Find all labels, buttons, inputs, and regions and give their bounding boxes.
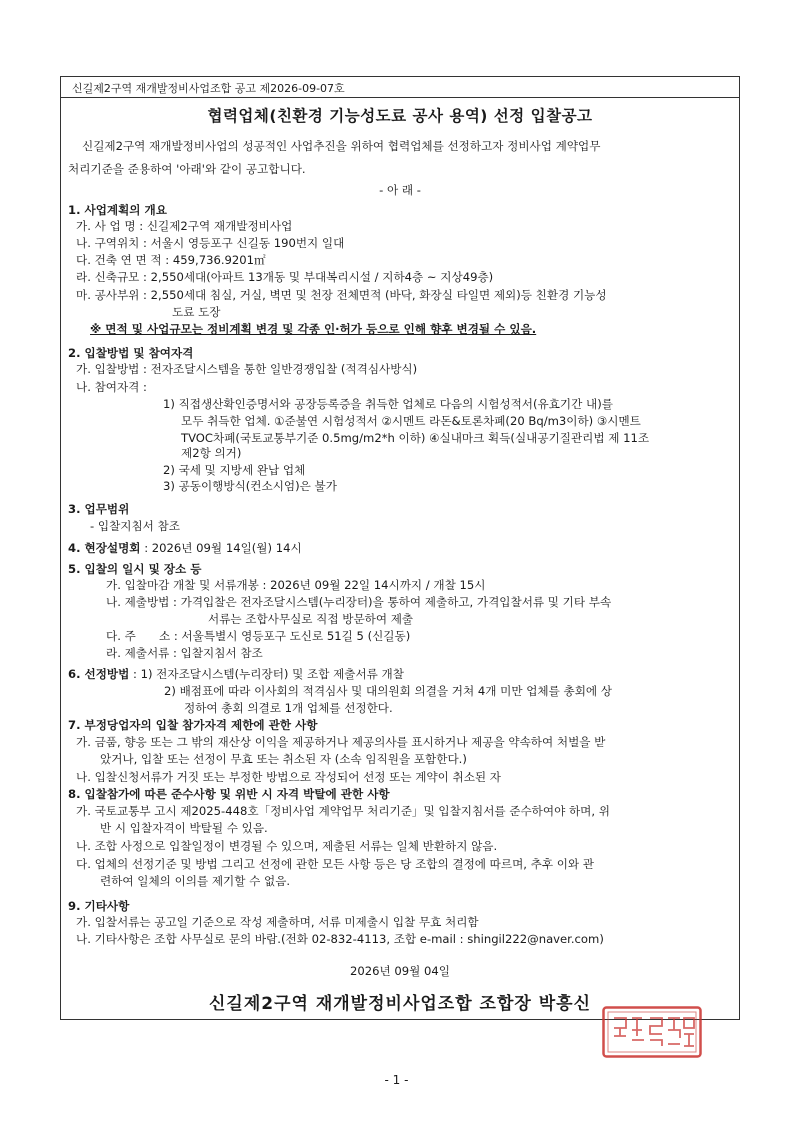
s2-qual-1: 1) 직접생산확인증명서와 공장등록증을 취득한 업체로 다음의 시험성적서(유효기간 내)를 [163,397,613,411]
s8-item-da: 다. 업체의 선정기준 및 방법 그리고 선정에 관한 모든 사항 등은 당 조합의 결정에 따르며, 추후 이와 관 [76,857,595,871]
section-5-heading: 5. 입찰의 일시 및 장소 등 [68,562,202,576]
s2-qual-1-cont-1: 모두 취득한 업체. ①준불연 시험성적서 ②시멘트 라돈&토론차폐(20 Bq/m3이하) ③시멘트 [181,414,641,428]
s8-item-na: 나. 조합 사정으로 입찰일정이 변경될 수 있으며, 제출된 서류는 일체 반환하지 않음. [76,839,498,853]
s2-qual-1-cont-2: TVOC차폐(국토교통부기준 0.5mg/m2*h 이하) ④실내마크 획득(실내공기질관리법 제 11조 [181,431,650,445]
s1-item-ra: 라. 신축규모 : 2,550세대(아파트 13개동 및 부대복리시설 / 지하4층 ~ 지상49층) [76,270,494,284]
s7-item-ga: 가. 금품, 향응 또는 그 밖의 재산상 이익을 제공하거나 제공의사를 표시하거나 제공을 약속하여 처벌을 받 [76,735,606,749]
s7-item-na: 나. 입찰신청서류가 거짓 또는 부정한 방법으로 작성되어 선정 또는 계약이 취소된 자 [76,770,502,784]
s6-line-1: : 1) 전자조달시스템(누리장터) 및 조합 제출서류 개찰 [133,667,404,681]
section-8-heading: 8. 입찰참가에 따른 준수사항 및 위반 시 자격 박탈에 관한 사항 [68,787,390,801]
s2-item-na: 나. 참여자격 : [76,380,147,394]
s8-item-ga: 가. 국토교통부 고시 제2025-448호「정비사업 계약업무 처리기준」및 입찰지침서를 준수하여야 하며, 위 [76,804,610,818]
s2-qual-3: 3) 공동이행방식(컨소시엄)은 불가 [163,479,337,493]
s1-item-ga: 가. 사 업 명 : 신길제2구역 재개발정비사업 [76,219,293,233]
section-4 [68,540,302,556]
s5-item-ra: 라. 제출서류 : 입찰지침서 참조 [106,646,263,660]
s1-item-da: 다. 건축 연 면 적 : 459,736.9201㎡ [76,253,266,267]
s5-item-da: 다. 주 소 : 서울특별시 영등포구 도신로 51길 5 (신길동) [106,629,411,643]
s2-item-ga: 가. 입찰방법 : 전자조달시스템을 통한 일반경쟁입찰 (적격심사방식) [76,362,418,376]
s3-body: - 입찰지침서 참조 [90,519,180,533]
s5-item-na: 나. 제출방법 : 가격입찰은 전자조달시스템(누리장터)을 통하여 제출하고, 가격입찰서류 및 기타 부속 [106,595,612,609]
s1-item-ma-cont: 도료 도장 [172,305,221,319]
s7-item-ga-cont: 았거나, 입찰 또는 선정이 무효 또는 취소된 자 (소속 임직원을 포함한다.) [100,752,467,766]
section-7-heading: 7. 부정당업자의 입찰 참가자격 제한에 관한 사항 [68,718,318,732]
s1-item-na: 나. 구역위치 : 서울시 영등포구 신길동 190번지 일대 [76,236,345,250]
s9-item-ga: 가. 입찰서류는 공고일 기준으로 작성 제출하며, 서류 미제출시 입찰 무효 처리함 [76,915,479,929]
official-seal-icon [602,1006,702,1058]
section-1-heading: 1. 사업계획의 개요 [68,203,167,217]
intro-line-2: 처리기준을 준용하여 '아래'와 같이 공고합니다. [68,162,306,176]
signature: 신길제2구역 재개발정비사업조합 조합장 박흥신 [208,994,592,1014]
page-number: - 1 - [384,1073,409,1087]
s8-item-ga-cont: 반 시 입찰자격이 박탈될 수 있음. [100,821,268,835]
section-6-heading: 6. 선정방법 [68,667,130,681]
s9-item-na: 나. 기타사항은 조합 사무실로 문의 바람.(전화 02-832-4113, 조합 e-mail : shingil222@naver.com) [76,932,604,946]
s8-item-da-cont: 련하여 일체의 이의를 제기할 수 없음. [100,874,291,888]
s6-line-2: 2) 배점표에 따라 이사회의 적격심사 및 대의원회 의결을 거쳐 4개 미만 업체를 총회에 상 [164,684,612,698]
section-4-heading: 4. 현장설명회 [68,541,141,555]
s1-item-ma: 마. 공사부위 : 2,550세대 침실, 거실, 벽면 및 천장 전체면적 (바닥, 화장실 타일면 제외)등 친환경 기능성 [76,288,607,302]
s4-body: : 2026년 09월 14일(월) 14시 [144,541,302,555]
s5-item-na-cont: 서류는 조합사무실로 직접 방문하여 제출 [208,612,414,626]
notice-number: 신길제2구역 재개발정비사업조합 공고 제2026-09-07호 [60,76,740,98]
section-6 [68,666,404,682]
s1-note: ※ 면적 및 사업규모는 정비계획 변경 및 각종 인·허가 등으로 인해 향후 변경될 수 있음. [90,322,537,336]
section-9-heading: 9. 기타사항 [68,899,130,913]
s2-qual-2: 2) 국세 및 지방세 완납 업체 [163,463,306,477]
section-2-heading: 2. 입찰방법 및 참여자격 [68,346,194,360]
s5-item-ga: 가. 입찰마감 개찰 및 서류개봉 : 2026년 09월 22일 14시까지 / 개찰 15시 [106,578,486,592]
section-3-heading: 3. 업무범위 [68,502,130,516]
notice-date: 2026년 09월 04일 [350,964,450,978]
s2-qual-1-cont-3: 제2항 의거) [181,446,242,460]
intro-line-1: 신길제2구역 재개발정비사업의 성공적인 사업추진을 위하여 협력업체를 선정하고자 정비사업 계약업무 [82,139,601,153]
page-title: 협력업체(친환경 기능성도료 공사 용역) 선정 입찰공고 [207,107,593,125]
below-marker: - 아 래 - [379,183,421,197]
s6-line-3: 정하여 총회 의결로 1개 업체를 선정한다. [184,701,393,715]
